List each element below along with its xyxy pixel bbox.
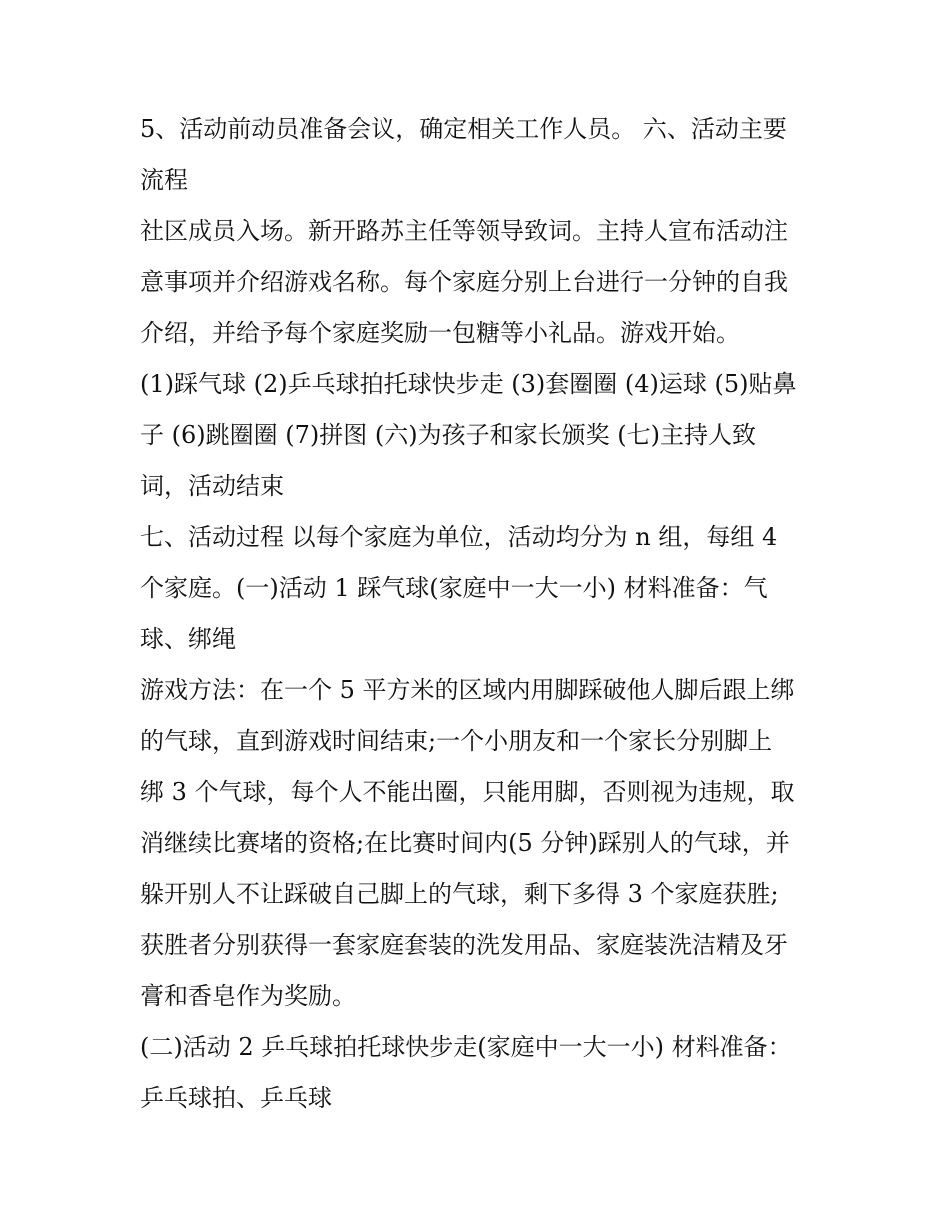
text-line: 意事项并介绍游戏名称。每个家庭分别上台进行一分钟的自我 (140, 268, 788, 296)
text-line: 躲开别人不让踩破自己脚上的气球，剩下多得 3 个家庭获胜; (140, 880, 779, 908)
document-body (140, 104, 820, 1124)
text-line: (二)活动 2 乒乓球拍托球快步走(家庭中一大一小) 材料准备： (140, 1033, 792, 1061)
text-line: 介绍，并给予每个家庭奖励一包糖等小礼品。游戏开始。 (140, 319, 740, 347)
text-line: 的气球，直到游戏时间结束;一个小朋友和一个家长分别脚上 (140, 727, 773, 755)
text-line: 获胜者分别获得一套家庭套装的洗发用品、家庭装洗洁精及牙 (140, 931, 788, 959)
text-line: 游戏方法：在一个 5 平方米的区域内用脚踩破他人脚后跟上绑 (140, 676, 795, 704)
text-line: 乒乓球拍、乒乓球 (140, 1084, 332, 1112)
text-line: 膏和香皂作为奖励。 (140, 982, 356, 1010)
text-line: 球、绑绳 (140, 625, 236, 653)
text-line: 绑 3 个气球，每个人不能出圈，只能用脚，否则视为违规，取 (140, 778, 795, 806)
text-line: 消继续比赛堵的资格;在比赛时间内(5 分钟)踩别人的气球，并 (140, 829, 790, 857)
text-line: 5、活动前动员准备会议，确定相关工作人员。 六、活动主要 (140, 115, 787, 143)
text-line: 流程 (140, 166, 188, 194)
text-line: (1)踩气球 (2)乒乓球拍托球快步走 (3)套圈圈 (4)运球 (5)贴鼻 (140, 370, 797, 398)
text-line: 个家庭。(一)活动 1 踩气球(家庭中一大一小) 材料准备：气 (140, 574, 768, 602)
text-line: 子 (6)跳圈圈 (7)拼图 (六)为孩子和家长颁奖 (七)主持人致 (140, 421, 756, 449)
text-line: 词，活动结束 (140, 472, 284, 500)
text-line: 七、活动过程 以每个家庭为单位，活动均分为 n 组，每组 4 (140, 523, 778, 551)
text-line: 社区成员入场。新开路苏主任等领导致词。主持人宣布活动注 (140, 217, 788, 245)
